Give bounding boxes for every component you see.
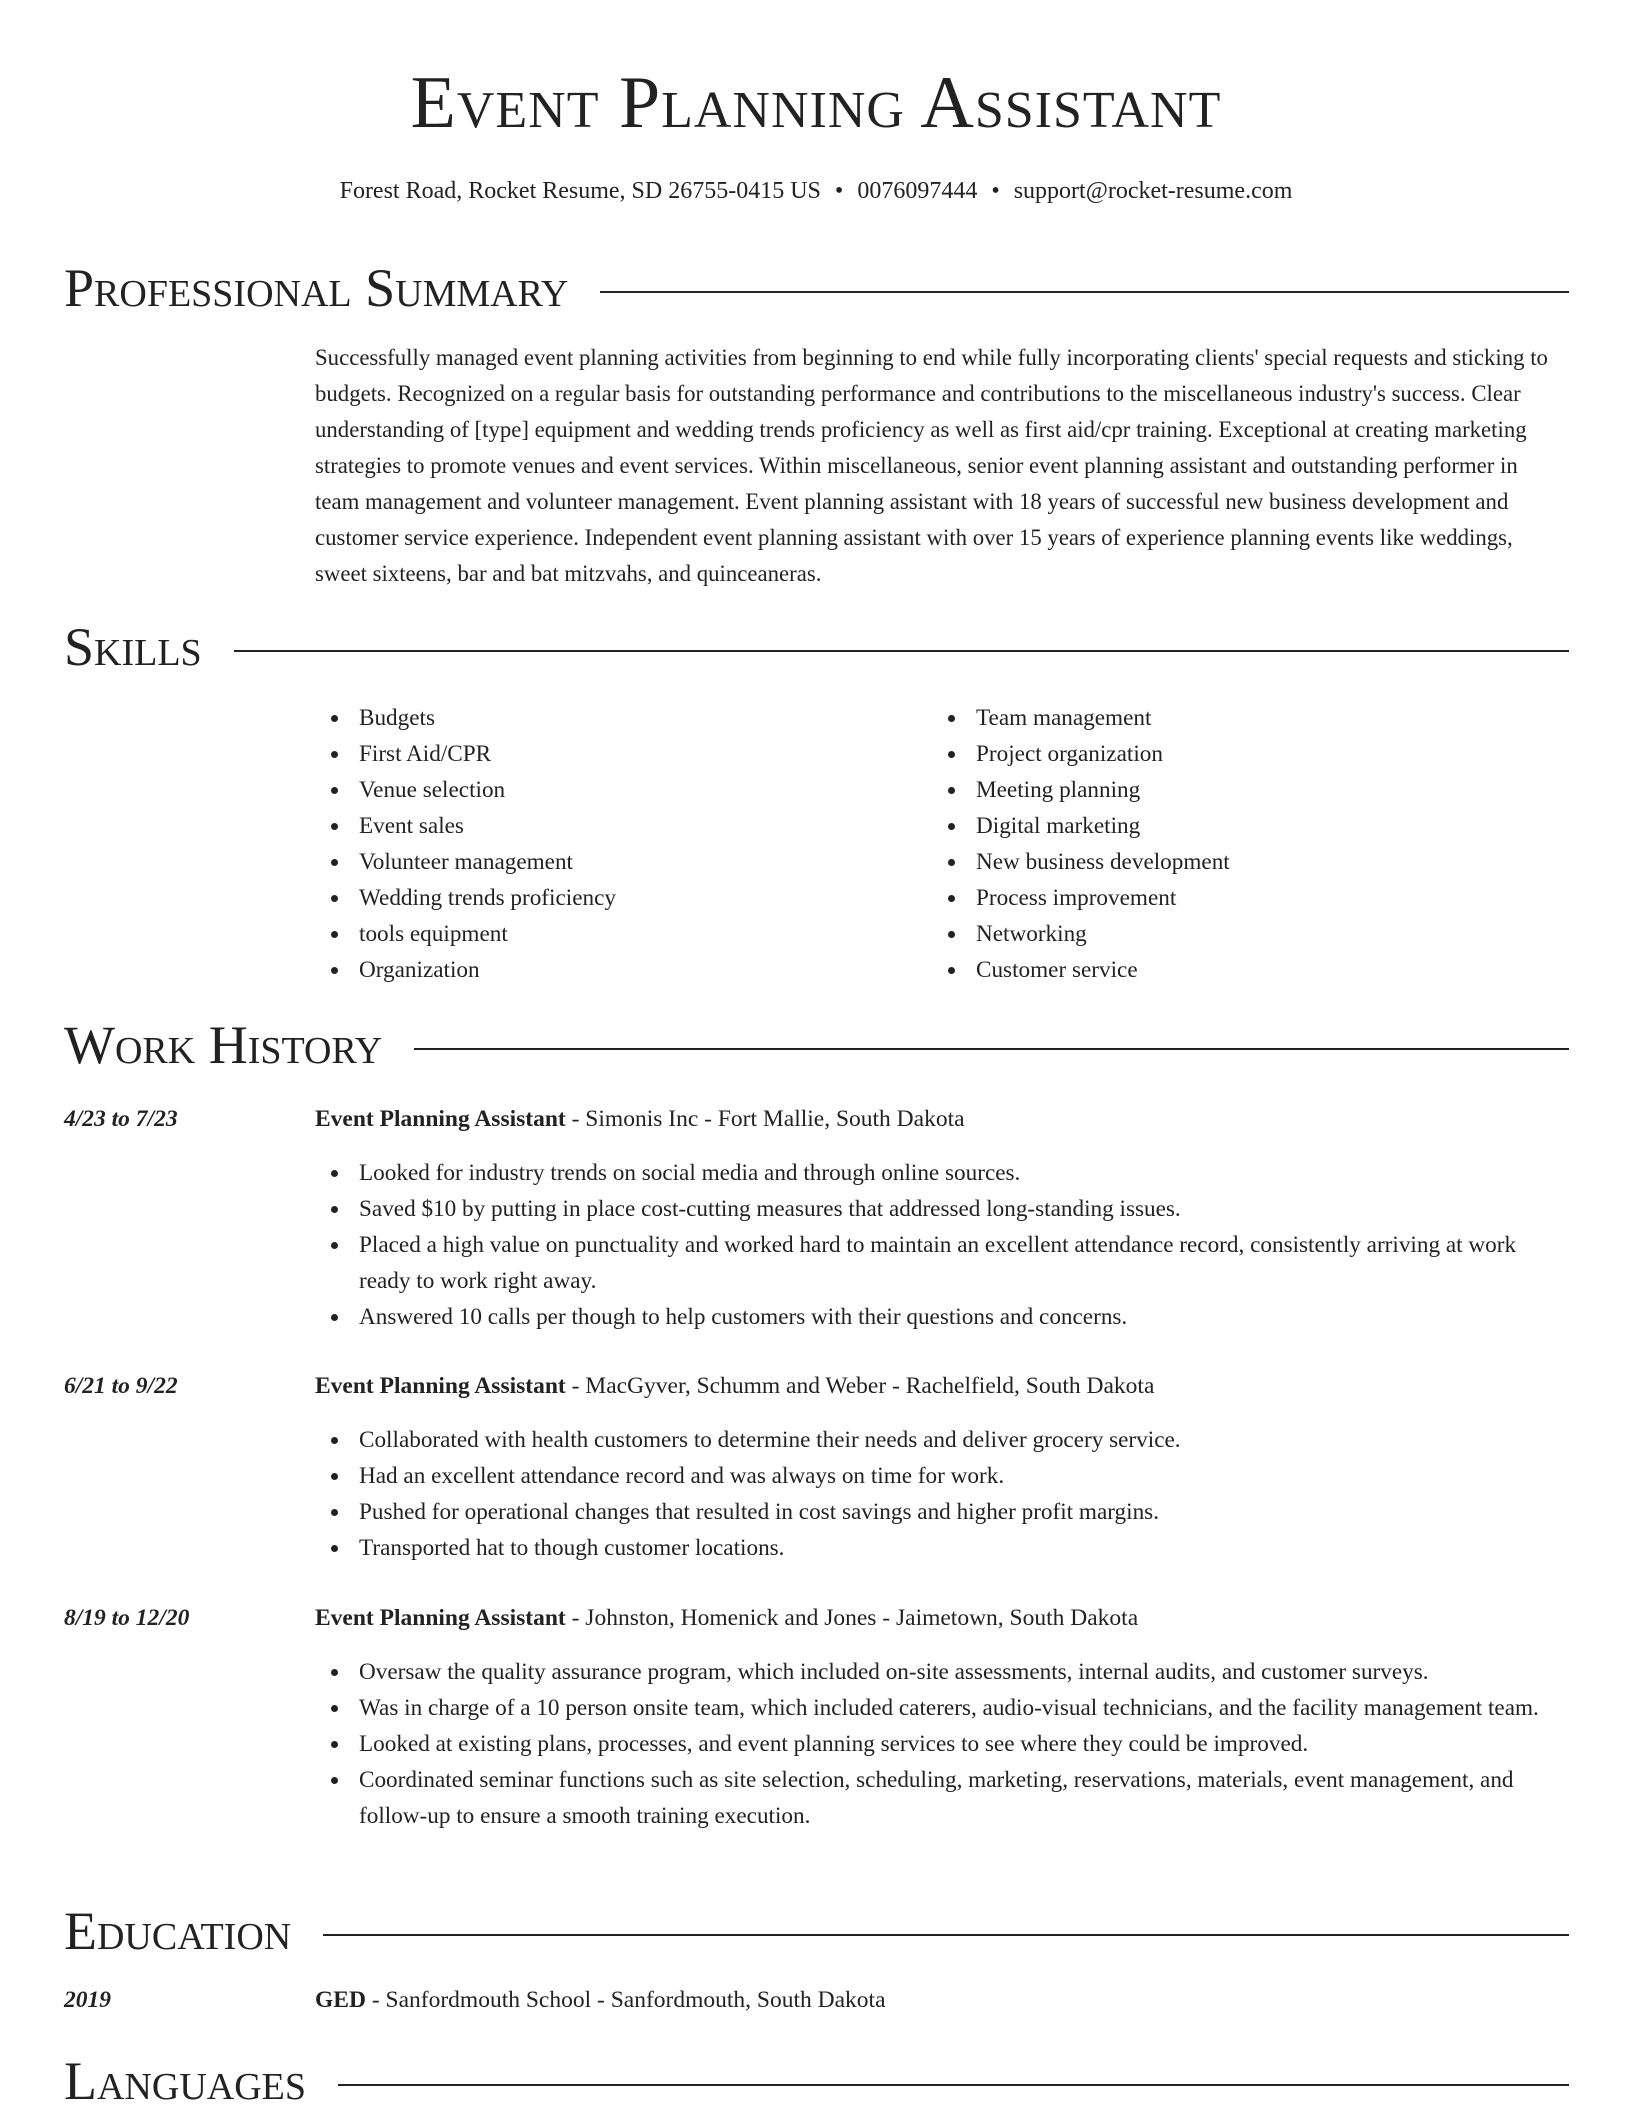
skill-item: tools equipment <box>315 916 875 952</box>
skill-item: Project organization <box>932 736 1492 772</box>
job-heading <box>315 1101 1565 1137</box>
summary-section-header <box>64 253 1569 323</box>
job-dates: 6/21 to 9/22 <box>64 1373 178 1399</box>
education-section-title: Education <box>64 1901 292 1961</box>
skills-section-header <box>64 612 1569 682</box>
contact-address: Forest Road, Rocket Resume, SD 26755-0415 US <box>339 178 821 204</box>
skill-item: New business development <box>932 844 1492 880</box>
job-heading <box>315 1368 1565 1404</box>
job-bullet: Answered 10 calls per though to help customers with their questions and concerns. <box>315 1299 1565 1335</box>
skill-item: First Aid/CPR <box>315 736 875 772</box>
section-divider <box>338 2084 1569 2086</box>
job-bullet: Placed a high value on punctuality and worked hard to maintain an excellent attendance record, consistently arriving at work ready to work right away. <box>315 1227 1565 1299</box>
skill-item: Volunteer management <box>315 844 875 880</box>
skill-item: Meeting planning <box>932 772 1492 808</box>
summary-section-title: Professional Summary <box>64 258 569 318</box>
job-employer: - Johnston, Homenick and Jones - Jaimetown, South Dakota <box>565 1605 1139 1631</box>
job-bullet: Had an excellent attendance record and was always on time for work. <box>315 1458 1565 1494</box>
education-degree: GED <box>315 1987 366 2013</box>
job-bullet: Saved $10 by putting in place cost-cutting measures that addressed long-standing issues. <box>315 1191 1565 1227</box>
skills-list-left <box>315 700 875 988</box>
skills-list-right <box>932 700 1492 988</box>
job-dates: 4/23 to 7/23 <box>64 1106 178 1132</box>
skill-item: Wedding trends proficiency <box>315 880 875 916</box>
job-bullet: Oversaw the quality assurance program, which included on-site assessments, internal audits, and customer surveys. <box>315 1654 1565 1690</box>
contact-line <box>0 176 1632 206</box>
job-employer: - Simonis Inc - Fort Mallie, South Dakota <box>565 1106 965 1132</box>
skill-item: Process improvement <box>932 880 1492 916</box>
job-bullet: Collaborated with health customers to determine their needs and deliver grocery service. <box>315 1422 1565 1458</box>
section-divider <box>414 1048 1569 1050</box>
languages-section-header <box>64 2046 1569 2116</box>
candidate-name: Event Planning Assistant <box>410 62 1222 144</box>
contact-phone: 0076097444 <box>857 178 978 204</box>
skills-section-title: Skills <box>64 617 202 677</box>
education-school: - Sanfordmouth School - Sanfordmouth, South Dakota <box>365 1987 886 2013</box>
skill-item: Customer service <box>932 952 1492 988</box>
job-bullets <box>315 1422 1565 1566</box>
work-section-title: Work History <box>64 1015 383 1075</box>
contact-separator: • <box>834 178 844 204</box>
contact-separator: • <box>991 178 1000 204</box>
languages-section-title: Languages <box>64 2051 306 2111</box>
job-bullet: Looked for industry trends on social media and through online sources. <box>315 1155 1565 1191</box>
education-entry <box>315 1982 1565 2018</box>
skill-item: Team management <box>932 700 1492 736</box>
skill-item: Budgets <box>315 700 875 736</box>
section-divider <box>234 650 1569 652</box>
education-section-header <box>64 1896 1569 1966</box>
contact-email[interactable]: support@rocket-resume.com <box>1013 178 1293 204</box>
skill-item: Venue selection <box>315 772 875 808</box>
job-dates: 8/19 to 12/20 <box>64 1605 190 1631</box>
job-bullet: Was in charge of a 10 person onsite team, which included caterers, audio-visual technicians, and the facility management team. <box>315 1690 1565 1726</box>
skill-item: Digital marketing <box>932 808 1492 844</box>
summary-text: Successfully managed event planning activities from beginning to end while fully incorporating clients' special requests and sticking to budgets. Recognized on a regular basis for outstanding performance and contributions to the miscellaneous industry's success. Clear understanding of [type] equipment and wedding trends proficiency as well as first aid/cpr training. Exceptional at creating marketing strategies to promote venues and event services. Within miscellaneous, senior event planning assistant and outstanding performer in team management and volunteer management. Event planning assistant with 18 years of successful new business development and customer service experience. Independent event planning assistant with over 15 years of experience planning events like weddings, sweet sixteens, bar and bat mitzvahs, and quinceaneras. <box>315 345 1548 586</box>
skill-item: Networking <box>932 916 1492 952</box>
job-heading <box>315 1600 1565 1636</box>
work-section-header <box>64 1010 1569 1080</box>
job-title: Event Planning Assistant <box>315 1373 566 1399</box>
job-title: Event Planning Assistant <box>315 1605 566 1631</box>
section-divider <box>323 1934 1569 1936</box>
job-title: Event Planning Assistant <box>315 1106 566 1132</box>
job-bullets <box>315 1654 1565 1834</box>
education-year: 2019 <box>64 1987 111 2013</box>
job-bullet: Transported hat to though customer locations. <box>315 1530 1565 1566</box>
skill-item: Organization <box>315 952 875 988</box>
job-employer: - MacGyver, Schumm and Weber - Rachelfield, South Dakota <box>565 1373 1155 1399</box>
job-bullet: Pushed for operational changes that resulted in cost savings and higher profit margins. <box>315 1494 1565 1530</box>
skill-item: Event sales <box>315 808 875 844</box>
job-bullets <box>315 1155 1565 1335</box>
section-divider <box>600 291 1569 293</box>
job-bullet: Coordinated seminar functions such as site selection, scheduling, marketing, reservations, materials, event management, and follow-up to ensure a smooth training execution. <box>315 1762 1565 1834</box>
job-bullet: Looked at existing plans, processes, and event planning services to see where they could be improved. <box>315 1726 1565 1762</box>
